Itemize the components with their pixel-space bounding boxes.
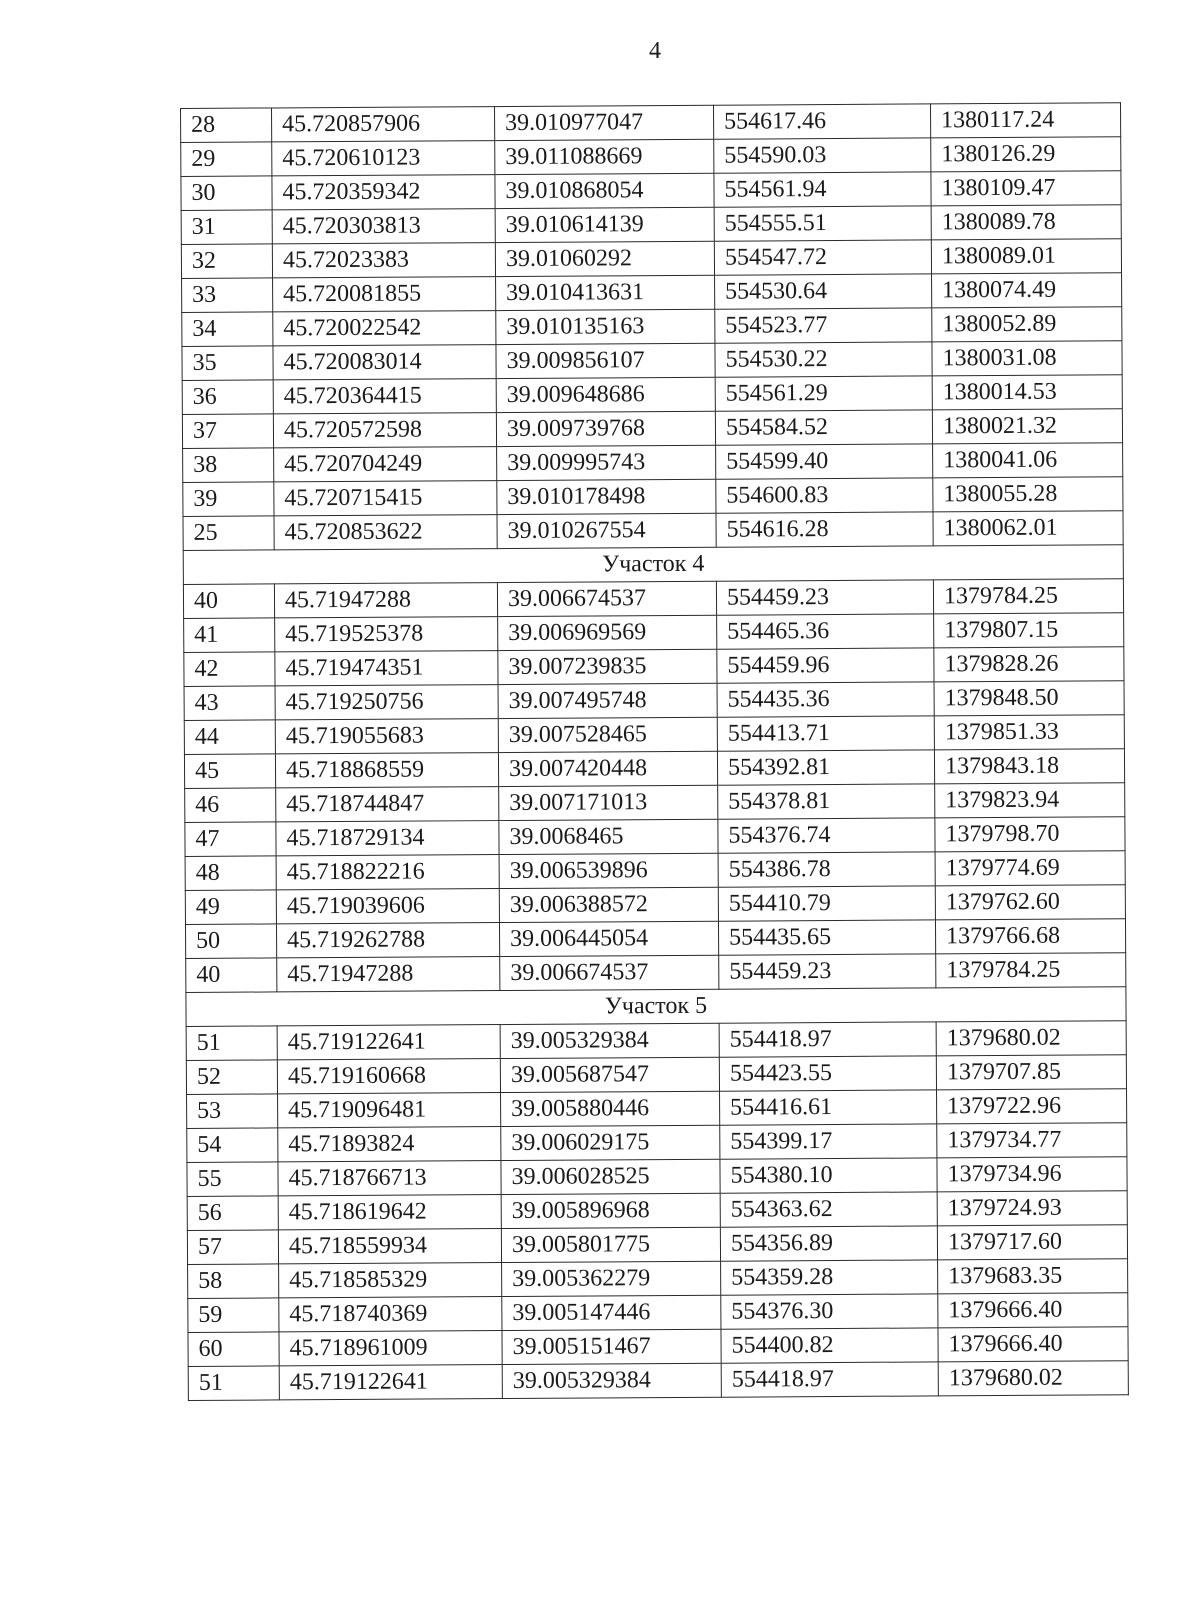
table-row: [188, 1259, 1128, 1299]
point-number-cell: 45: [184, 754, 275, 789]
x-coordinate-cell: 554392.81: [717, 750, 934, 785]
table-row: [183, 443, 1123, 483]
y-coordinate-cell: 1379823.94: [935, 783, 1125, 818]
latitude-cell: 45.720610123: [272, 141, 495, 176]
latitude-cell: 45.718740369: [279, 1297, 502, 1332]
latitude-cell: 45.719160668: [277, 1059, 500, 1094]
latitude-cell: 45.720303813: [272, 209, 495, 244]
y-coordinate-cell: 1379784.25: [936, 953, 1126, 988]
table-row: [182, 409, 1122, 449]
table-row: [181, 205, 1121, 245]
table-row: [182, 341, 1122, 381]
y-coordinate-cell: 1379707.85: [936, 1055, 1126, 1090]
y-coordinate-cell: 1380089.78: [931, 205, 1121, 240]
x-coordinate-cell: 554600.83: [716, 478, 933, 513]
longitude-cell: 39.009995743: [497, 445, 716, 480]
y-coordinate-cell: 1379734.77: [937, 1123, 1127, 1158]
x-coordinate-cell: 554561.29: [715, 376, 932, 411]
latitude-cell: 45.71947288: [277, 957, 500, 992]
longitude-cell: 39.010614139: [495, 207, 714, 242]
longitude-cell: 39.005329384: [502, 1363, 721, 1398]
longitude-cell: 39.006029175: [501, 1125, 720, 1160]
latitude-cell: 45.719122641: [279, 1365, 502, 1400]
longitude-cell: 39.007420448: [498, 751, 717, 786]
point-number-cell: 44: [184, 720, 275, 755]
y-coordinate-cell: 1380062.01: [933, 511, 1123, 546]
x-coordinate-cell: 554617.46: [713, 104, 930, 139]
table-row: [188, 1361, 1128, 1401]
table-row: [185, 851, 1125, 891]
x-coordinate-cell: 554423.55: [719, 1056, 936, 1091]
longitude-cell: 39.006674537: [497, 581, 716, 616]
latitude-cell: 45.719122641: [277, 1025, 500, 1060]
longitude-cell: 39.007171013: [499, 785, 718, 820]
y-coordinate-cell: 1379683.35: [938, 1259, 1128, 1294]
table-row: [183, 477, 1123, 517]
table-row: [181, 137, 1121, 177]
latitude-cell: 45.720364415: [273, 379, 496, 414]
point-number-cell: 33: [182, 278, 273, 313]
x-coordinate-cell: 554561.94: [714, 172, 931, 207]
table-row: [187, 1191, 1127, 1231]
y-coordinate-cell: 1379843.18: [934, 749, 1124, 784]
point-number-cell: 47: [185, 822, 276, 857]
point-number-cell: 37: [182, 414, 273, 449]
x-coordinate-cell: 554356.89: [720, 1226, 937, 1261]
y-coordinate-cell: 1379762.60: [935, 885, 1125, 920]
point-number-cell: 57: [187, 1230, 278, 1265]
y-coordinate-cell: 1379798.70: [935, 817, 1125, 852]
table-row: [186, 1021, 1126, 1061]
table-row: [181, 171, 1121, 211]
table-row: [187, 1225, 1127, 1265]
longitude-cell: 39.005896968: [501, 1193, 720, 1228]
point-number-cell: 48: [185, 856, 276, 891]
longitude-cell: 39.005687547: [500, 1057, 719, 1092]
latitude-cell: 45.718766713: [278, 1161, 501, 1196]
longitude-cell: 39.01060292: [495, 241, 714, 276]
y-coordinate-cell: 1380014.53: [932, 375, 1122, 410]
y-coordinate-cell: 1379784.25: [933, 579, 1123, 614]
latitude-cell: 45.718559934: [278, 1229, 501, 1264]
point-number-cell: 35: [182, 346, 273, 381]
longitude-cell: 39.005329384: [500, 1023, 719, 1058]
page-number: 4: [649, 38, 661, 64]
table-row: [183, 579, 1123, 619]
point-number-cell: 55: [187, 1162, 278, 1197]
x-coordinate-cell: 554359.28: [721, 1260, 938, 1295]
point-number-cell: 49: [185, 890, 276, 925]
point-number-cell: 34: [182, 312, 273, 347]
longitude-cell: 39.011088669: [495, 139, 714, 174]
table-row: [181, 239, 1121, 279]
x-coordinate-cell: 554418.97: [721, 1362, 938, 1397]
y-coordinate-cell: 1380089.01: [931, 239, 1121, 274]
table-row: [182, 273, 1122, 313]
x-coordinate-cell: 554376.30: [721, 1294, 938, 1329]
latitude-cell: 45.71947288: [274, 583, 497, 618]
y-coordinate-cell: 1380126.29: [931, 137, 1121, 172]
x-coordinate-cell: 554547.72: [714, 240, 931, 275]
y-coordinate-cell: 1379766.68: [935, 919, 1125, 954]
point-number-cell: 29: [181, 142, 272, 177]
latitude-cell: 45.720572598: [273, 413, 496, 448]
table-row: [187, 1123, 1127, 1163]
longitude-cell: 39.006674537: [500, 955, 719, 990]
y-coordinate-cell: 1379717.60: [937, 1225, 1127, 1260]
latitude-cell: 45.720853622: [274, 515, 497, 550]
x-coordinate-cell: 554418.97: [719, 1022, 936, 1057]
table-row: [182, 375, 1122, 415]
x-coordinate-cell: 554400.82: [721, 1328, 938, 1363]
point-number-cell: 41: [184, 618, 275, 653]
y-coordinate-cell: 1380021.32: [932, 409, 1122, 444]
x-coordinate-cell: 554399.17: [720, 1124, 937, 1159]
x-coordinate-cell: 554523.77: [715, 308, 932, 343]
x-coordinate-cell: 554378.81: [718, 784, 935, 819]
y-coordinate-cell: 1380117.24: [930, 103, 1120, 138]
longitude-cell: 39.009856107: [496, 343, 715, 378]
point-number-cell: 38: [183, 448, 274, 483]
coordinates-table-body: [181, 103, 1129, 1401]
longitude-cell: 39.006969569: [498, 615, 717, 650]
point-number-cell: 56: [187, 1196, 278, 1231]
latitude-cell: 45.718744847: [276, 787, 499, 822]
table-row: [185, 783, 1125, 823]
table-row: [187, 1157, 1127, 1197]
point-number-cell: 60: [188, 1332, 279, 1367]
point-number-cell: 25: [183, 516, 274, 551]
latitude-cell: 45.720715415: [274, 481, 497, 516]
table-row: [181, 103, 1121, 143]
y-coordinate-cell: 1379724.93: [937, 1191, 1127, 1226]
latitude-cell: 45.720081855: [273, 277, 496, 312]
latitude-cell: 45.719055683: [275, 719, 498, 754]
x-coordinate-cell: 554555.51: [714, 206, 931, 241]
latitude-cell: 45.719262788: [276, 923, 499, 958]
y-coordinate-cell: 1380031.08: [932, 341, 1122, 376]
y-coordinate-cell: 1379807.15: [934, 613, 1124, 648]
y-coordinate-cell: 1379851.33: [934, 715, 1124, 750]
point-number-cell: 51: [186, 1026, 277, 1061]
x-coordinate-cell: 554530.64: [715, 274, 932, 309]
table-row: [184, 715, 1124, 755]
point-number-cell: 40: [186, 958, 277, 993]
point-number-cell: 58: [188, 1264, 279, 1299]
y-coordinate-cell: 1379680.02: [936, 1021, 1126, 1056]
table-row: [186, 1055, 1126, 1095]
longitude-cell: 39.005880446: [501, 1091, 720, 1126]
latitude-cell: 45.720359342: [272, 175, 495, 210]
latitude-cell: 45.718868559: [275, 753, 498, 788]
latitude-cell: 45.720083014: [273, 345, 496, 380]
x-coordinate-cell: 554380.10: [720, 1158, 937, 1193]
x-coordinate-cell: 554616.28: [716, 512, 933, 547]
table-row: [188, 1327, 1128, 1367]
longitude-cell: 39.007528465: [498, 717, 717, 752]
point-number-cell: 32: [181, 244, 272, 279]
longitude-cell: 39.005362279: [502, 1261, 721, 1296]
latitude-cell: 45.718729134: [276, 821, 499, 856]
table-row: [184, 613, 1124, 653]
y-coordinate-cell: 1379722.96: [937, 1089, 1127, 1124]
y-coordinate-cell: 1380041.06: [933, 443, 1123, 478]
x-coordinate-cell: 554413.71: [717, 716, 934, 751]
latitude-cell: 45.719474351: [275, 651, 498, 686]
point-number-cell: 39: [183, 482, 274, 517]
x-coordinate-cell: 554530.22: [715, 342, 932, 377]
section-title: Участок 5: [186, 987, 1126, 1027]
point-number-cell: 40: [183, 584, 274, 619]
y-coordinate-cell: 1379734.96: [937, 1157, 1127, 1192]
latitude-cell: 45.719096481: [278, 1093, 501, 1128]
longitude-cell: 39.010977047: [494, 105, 713, 140]
table-row: [182, 307, 1122, 347]
longitude-cell: 39.010868054: [495, 173, 714, 208]
x-coordinate-cell: 554363.62: [720, 1192, 937, 1227]
point-number-cell: 42: [184, 652, 275, 687]
longitude-cell: 39.006028525: [501, 1159, 720, 1194]
latitude-cell: 45.71893824: [278, 1127, 501, 1162]
point-number-cell: 54: [187, 1128, 278, 1163]
longitude-cell: 39.006539896: [499, 853, 718, 888]
y-coordinate-cell: 1380052.89: [932, 307, 1122, 342]
y-coordinate-cell: 1380109.47: [931, 171, 1121, 206]
x-coordinate-cell: 554459.23: [719, 954, 936, 989]
y-coordinate-cell: 1379828.26: [934, 647, 1124, 682]
longitude-cell: 39.007239835: [498, 649, 717, 684]
latitude-cell: 45.72023383: [272, 243, 495, 278]
table-row: [187, 1089, 1127, 1129]
longitude-cell: 39.006445054: [499, 921, 718, 956]
x-coordinate-cell: 554599.40: [716, 444, 933, 479]
section-header-row: [183, 545, 1123, 585]
point-number-cell: 46: [185, 788, 276, 823]
table-row: [183, 511, 1123, 551]
table-row: [184, 681, 1124, 721]
table-row: [185, 817, 1125, 857]
point-number-cell: 36: [182, 380, 273, 415]
longitude-cell: 39.010135163: [496, 309, 715, 344]
latitude-cell: 45.718822216: [276, 855, 499, 890]
latitude-cell: 45.718961009: [279, 1331, 502, 1366]
table-row: [185, 885, 1125, 925]
x-coordinate-cell: 554590.03: [714, 138, 931, 173]
x-coordinate-cell: 554376.74: [718, 818, 935, 853]
y-coordinate-cell: 1379680.02: [938, 1361, 1128, 1396]
latitude-cell: 45.718619642: [278, 1195, 501, 1230]
y-coordinate-cell: 1380055.28: [933, 477, 1123, 512]
x-coordinate-cell: 554435.65: [718, 920, 935, 955]
x-coordinate-cell: 554459.96: [717, 648, 934, 683]
longitude-cell: 39.005151467: [502, 1329, 721, 1364]
longitude-cell: 39.005801775: [501, 1227, 720, 1262]
x-coordinate-cell: 554435.36: [717, 682, 934, 717]
y-coordinate-cell: 1380074.49: [932, 273, 1122, 308]
longitude-cell: 39.010178498: [497, 479, 716, 514]
longitude-cell: 39.007495748: [498, 683, 717, 718]
latitude-cell: 45.720022542: [273, 311, 496, 346]
x-coordinate-cell: 554410.79: [718, 886, 935, 921]
point-number-cell: 31: [181, 210, 272, 245]
point-number-cell: 43: [184, 686, 275, 721]
longitude-cell: 39.009648686: [496, 377, 715, 412]
table-row: [185, 919, 1125, 959]
longitude-cell: 39.009739768: [496, 411, 715, 446]
table-row: [184, 647, 1124, 687]
table-row: [188, 1293, 1128, 1333]
y-coordinate-cell: 1379774.69: [935, 851, 1125, 886]
longitude-cell: 39.010267554: [497, 513, 716, 548]
latitude-cell: 45.719525378: [275, 617, 498, 652]
point-number-cell: 30: [181, 176, 272, 211]
longitude-cell: 39.010413631: [496, 275, 715, 310]
table-row: [186, 953, 1126, 993]
latitude-cell: 45.719250756: [275, 685, 498, 720]
x-coordinate-cell: 554416.61: [720, 1090, 937, 1125]
point-number-cell: 28: [181, 108, 272, 143]
point-number-cell: 59: [188, 1298, 279, 1333]
x-coordinate-cell: 554465.36: [717, 614, 934, 649]
point-number-cell: 50: [185, 924, 276, 959]
latitude-cell: 45.720704249: [274, 447, 497, 482]
latitude-cell: 45.720857906: [272, 107, 495, 142]
section-header-row: [186, 987, 1126, 1027]
longitude-cell: 39.0068465: [499, 819, 718, 854]
x-coordinate-cell: 554459.23: [716, 580, 933, 615]
section-title: Участок 4: [183, 545, 1123, 585]
y-coordinate-cell: 1379848.50: [934, 681, 1124, 716]
table-row: [184, 749, 1124, 789]
coordinates-table: [180, 102, 1129, 1401]
longitude-cell: 39.006388572: [499, 887, 718, 922]
latitude-cell: 45.719039606: [276, 889, 499, 924]
y-coordinate-cell: 1379666.40: [938, 1293, 1128, 1328]
x-coordinate-cell: 554584.52: [715, 410, 932, 445]
point-number-cell: 51: [188, 1366, 279, 1401]
point-number-cell: 52: [186, 1060, 277, 1095]
longitude-cell: 39.005147446: [502, 1295, 721, 1330]
point-number-cell: 53: [187, 1094, 278, 1129]
x-coordinate-cell: 554386.78: [718, 852, 935, 887]
latitude-cell: 45.718585329: [279, 1263, 502, 1298]
y-coordinate-cell: 1379666.40: [938, 1327, 1128, 1362]
